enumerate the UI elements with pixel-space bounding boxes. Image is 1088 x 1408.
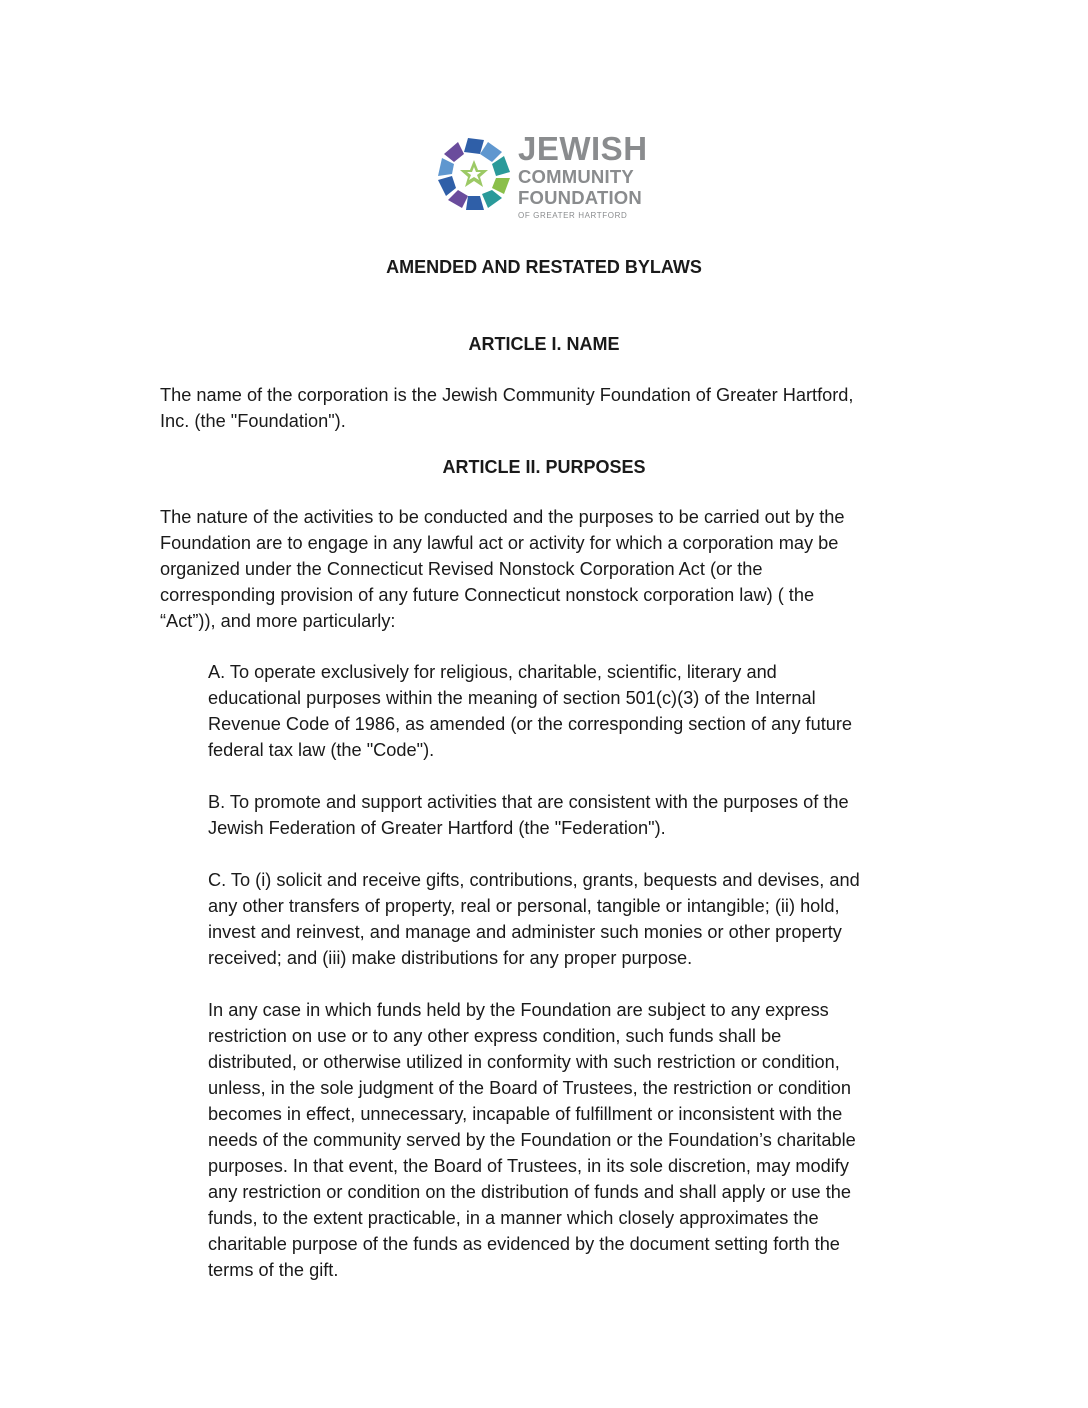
- paragraph-line: educational purposes within the meaning of section 501(c)(3) of the Internal: [208, 688, 816, 708]
- paragraph-line: In any case in which funds held by the Foundation are subject to any express: [208, 1000, 829, 1020]
- paragraph-line: distributed, or otherwise utilized in conformity with such restriction or condition,: [208, 1052, 840, 1072]
- article-1-heading: ARTICLE I. NAME: [468, 334, 620, 354]
- paragraph-line: organized under the Connecticut Revised Nonstock Corporation Act (or the: [160, 559, 763, 579]
- paragraph-line: corresponding provision of any future Connecticut nonstock corporation law) ( the: [160, 585, 815, 605]
- paragraph-line: charitable purpose of the funds as evidenced by the document setting forth the: [208, 1234, 840, 1254]
- paragraph-line: federal tax law (the "Code").: [208, 740, 435, 760]
- paragraph-line: unless, in the sole judgment of the Board of Trustees, the restriction or condition: [208, 1078, 851, 1098]
- logo-line-foundation: FOUNDATION: [518, 187, 642, 208]
- paragraph-line: becomes in effect, unnecessary, incapable of fulfillment or inconsistent with the: [208, 1104, 843, 1124]
- logo-line-jewish: JEWISH: [518, 130, 648, 167]
- paragraph-line: C. To (i) solicit and receive gifts, contributions, grants, bequests and devises, and: [208, 870, 860, 890]
- paragraph-line: Revenue Code of 1986, as amended (or the corresponding section of any future: [208, 714, 853, 734]
- paragraph-line: any restriction or condition on the distribution of funds and shall apply or use the: [208, 1182, 852, 1202]
- restriction-paragraph: [208, 997, 856, 1283]
- paragraph-line: invest and reinvest, and manage and administer such monies or other property: [208, 922, 842, 942]
- paragraph-line: needs of the community served by the Foundation or the Foundation’s charitable: [208, 1130, 856, 1150]
- article-2-heading: ARTICLE II. PURPOSES: [442, 457, 646, 477]
- paragraph-line: terms of the gift.: [208, 1260, 339, 1280]
- paragraph-line: The name of the corporation is the Jewish Community Foundation of Greater Hartford,: [160, 385, 854, 405]
- logo-wordmark: [518, 132, 664, 220]
- purpose-item-a: [208, 659, 852, 763]
- paragraph-line: purposes. In that event, the Board of Trustees, in its sole discretion, may modify: [208, 1156, 849, 1176]
- star-logo-icon: [434, 134, 514, 214]
- article-2-intro-paragraph: [160, 504, 845, 634]
- logo-tagline: OF GREATER HARTFORD: [518, 211, 628, 220]
- paragraph-line: Inc. (the "Foundation").: [160, 411, 346, 431]
- paragraph-line: B. To promote and support activities that are consistent with the purposes of the: [208, 792, 849, 812]
- paragraph-line: any other transfers of property, real or personal, tangible or intangible; (ii) hold,: [208, 896, 840, 916]
- article-1-paragraph: [160, 382, 853, 434]
- document-title: AMENDED AND RESTATED BYLAWS: [386, 257, 702, 277]
- paragraph-line: received; and (iii) make distributions for any proper purpose.: [208, 948, 693, 968]
- paragraph-line: restriction on use or to any other express condition, such funds shall be: [208, 1026, 782, 1046]
- paragraph-line: Foundation are to engage in any lawful act or activity for which a corporation may be: [160, 533, 839, 553]
- paragraph-line: Jewish Federation of Greater Hartford (the "Federation").: [208, 818, 666, 838]
- paragraph-line: “Act”)), and more particularly:: [160, 611, 396, 631]
- purpose-item-c: [208, 867, 860, 971]
- purpose-item-b: [208, 789, 849, 841]
- paragraph-line: The nature of the activities to be conducted and the purposes to be carried out by the: [160, 507, 845, 527]
- foundation-logo: [434, 132, 664, 228]
- logo-line-community: COMMUNITY: [518, 166, 634, 187]
- paragraph-line: A. To operate exclusively for religious, charitable, scientific, literary and: [208, 662, 777, 682]
- paragraph-line: funds, to the extent practicable, in a manner which closely approximates the: [208, 1208, 819, 1228]
